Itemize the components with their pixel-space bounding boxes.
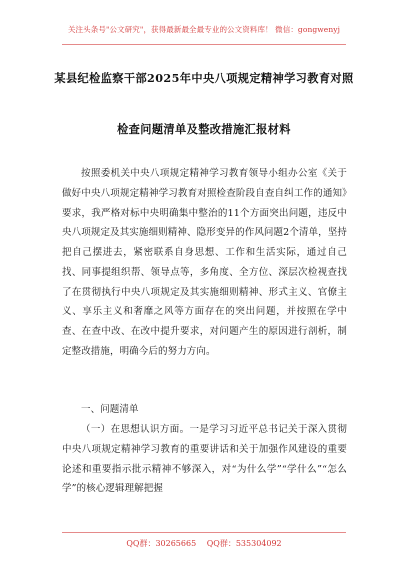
section-paragraph-text: （一）在思想认识方面。一是学习习近平总书记关于深入贯彻中央八项规定精神学习教育的重要讲话和关于加强作风建设的重要论述和重要指示批示精神不够深入，对“为什么学”“学什么”“怎么学”的核心逻辑理解把握 (62, 424, 347, 495)
footer-qq-group-1: QQ群：30265665 (126, 539, 197, 548)
section-heading-text: 一、问题清单 (81, 404, 139, 415)
header-banner: 关注头条号"公文研究"，获得最新最全最专业的公文资料库！ 微信：gongwenyj (67, 25, 341, 34)
intro-paragraph-text: 按照委机关中央八项规定精神学习教育领导小组办公室《关于做好中央八项规定精神学习教育对照检查阶段自查自纠工作的通知》要求，我严格对标中央明确集中整治的11个方面突出问题，违反中央八项规定及其实施细则精神、隐形变异的作风问题2个清单，坚持把自己摆进去，紧密联系自身思想、工作和生活实际，通过自己找、同事提组织帮、领导点等，多角度、全方位、深层次检视查找了在贯彻执行中央八项规定及其实施细则精神、形式主义、官僚主义、享乐主义和奢靡之风等方面存在的突出问题，并按照在学中查、在查中改、在改中提升要求，对问题产生的原因进行剖析，制定整改措施，明确今后的努力方向。 (62, 168, 347, 357)
section-paragraph (62, 420, 347, 499)
footer (0, 538, 408, 549)
footer-qq-group-2: QQ群：535304092 (206, 539, 282, 548)
header-divider (62, 44, 346, 45)
document-title-line-1: 某县纪检监察干部2025年中央八项规定精神学习教育对照 (54, 71, 354, 85)
intro-paragraph (62, 164, 347, 362)
document-title-line-2: 检查问题清单及整改措施汇报材料 (117, 122, 291, 136)
footer-divider (62, 532, 346, 533)
section-heading (62, 400, 347, 420)
